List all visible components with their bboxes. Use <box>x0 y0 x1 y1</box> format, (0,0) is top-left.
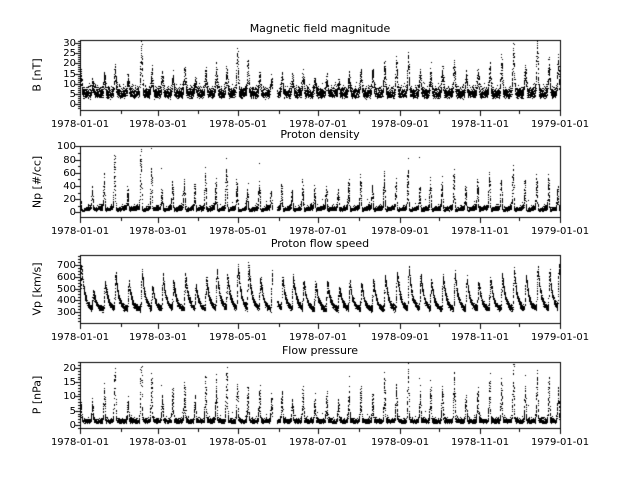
x-tick-label: 1978-07-01 <box>288 332 348 343</box>
y-tick-label: 20 <box>63 194 76 205</box>
y-tick-label: 600 <box>56 272 76 283</box>
panel-title-magnetic-field-magnitude: Magnetic field magnitude <box>249 22 391 35</box>
x-tick-label: 1978-03-01 <box>128 437 188 448</box>
x-tick-label: 1978-05-01 <box>208 226 268 237</box>
y-tick-label: 20 <box>63 363 76 374</box>
x-tick-label: 1978-01-01 <box>50 119 110 130</box>
x-tick-label: 1979-01-01 <box>530 332 590 343</box>
x-tick-label: 1978-09-01 <box>370 437 430 448</box>
y-tick-label: 10 <box>63 391 76 402</box>
y-axis-label-vp-km-s: Vp [km/s] <box>30 262 44 316</box>
x-tick-label: 1978-03-01 <box>128 119 188 130</box>
y-tick-label: 5 <box>69 406 76 417</box>
y-tick-label: 30 <box>63 38 76 49</box>
y-tick-label: 10 <box>63 79 76 90</box>
x-tick-label: 1978-11-01 <box>450 226 510 237</box>
y-tick-label: 20 <box>63 58 76 69</box>
y-tick-label: 15 <box>63 377 76 388</box>
y-tick-label: 5 <box>69 89 76 100</box>
y-tick-label: 15 <box>63 69 76 80</box>
x-tick-label: 1978-03-01 <box>128 226 188 237</box>
y-axis-label-b-nt: B [nT] <box>30 58 44 92</box>
y-axis-label-p-npa: P [nPa] <box>30 375 44 415</box>
y-tick-label: 80 <box>63 155 76 166</box>
y-tick-label: 40 <box>63 181 76 192</box>
y-tick-label: 0 <box>69 420 76 431</box>
x-tick-label: 1978-07-01 <box>288 119 348 130</box>
y-axis-label-np-cc: Np [#/cc] <box>30 155 44 208</box>
y-tick-label: 0 <box>69 99 76 110</box>
x-tick-label: 1978-05-01 <box>208 119 268 130</box>
x-tick-label: 1978-11-01 <box>450 332 510 343</box>
x-tick-label: 1979-01-01 <box>530 437 590 448</box>
y-tick-label: 500 <box>56 284 76 295</box>
y-tick-label: 400 <box>56 295 76 306</box>
x-tick-label: 1979-01-01 <box>530 226 590 237</box>
y-tick-label: 700 <box>56 260 76 271</box>
x-tick-label: 1978-05-01 <box>208 437 268 448</box>
x-tick-label: 1978-09-01 <box>370 332 430 343</box>
x-tick-label: 1978-01-01 <box>50 332 110 343</box>
panel-title-proton-density: Proton density <box>280 128 360 141</box>
x-tick-label: 1978-05-01 <box>208 332 268 343</box>
y-tick-label: 300 <box>56 307 76 318</box>
x-tick-label: 1978-07-01 <box>288 226 348 237</box>
y-tick-label: 100 <box>56 141 76 152</box>
x-tick-label: 1978-01-01 <box>50 437 110 448</box>
panel-title-flow-pressure: Flow pressure <box>281 344 359 357</box>
x-tick-label: 1978-07-01 <box>288 437 348 448</box>
x-tick-label: 1978-01-01 <box>50 226 110 237</box>
y-tick-label: 0 <box>69 207 76 218</box>
y-tick-label: 25 <box>63 48 76 59</box>
x-tick-label: 1978-11-01 <box>450 119 510 130</box>
y-tick-label: 60 <box>63 168 76 179</box>
x-tick-label: 1979-01-01 <box>530 119 590 130</box>
panel-title-proton-flow-speed: Proton flow speed <box>270 237 370 250</box>
x-tick-label: 1978-09-01 <box>370 226 430 237</box>
x-tick-label: 1978-11-01 <box>450 437 510 448</box>
x-tick-label: 1978-09-01 <box>370 119 430 130</box>
x-tick-label: 1978-03-01 <box>128 332 188 343</box>
